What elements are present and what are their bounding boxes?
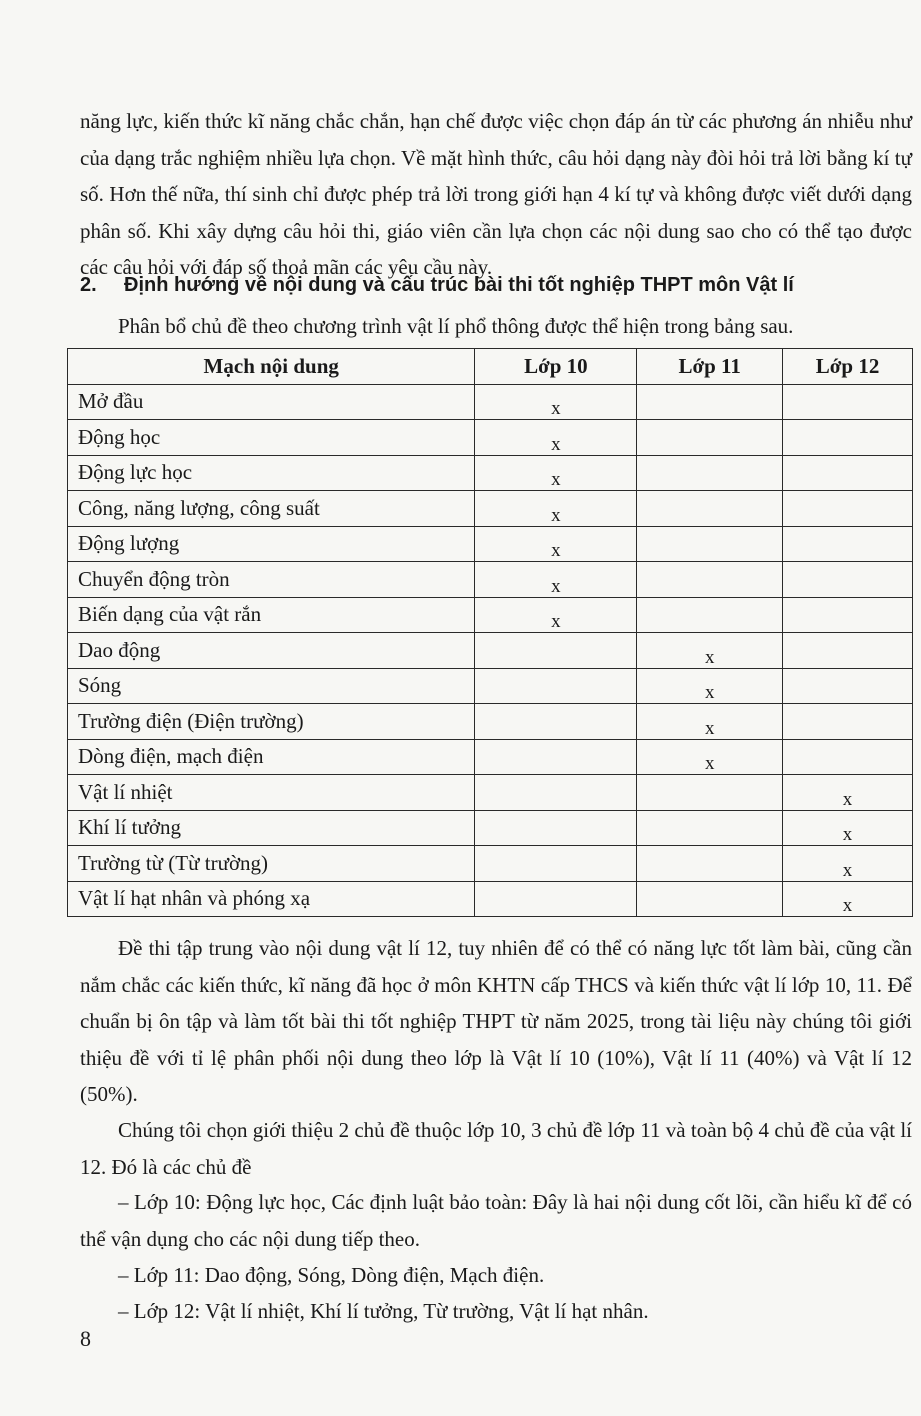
table-row bbox=[68, 704, 913, 740]
header-grade-12: Lớp 12 bbox=[783, 349, 913, 385]
header-topic: Mạch nội dung bbox=[68, 349, 475, 385]
table-row bbox=[68, 420, 913, 456]
body-paragraph-4: – Lớp 11: Dao động, Sóng, Dòng điện, Mạch điện. bbox=[118, 1263, 545, 1287]
header-grade-10: Lớp 10 bbox=[475, 349, 637, 385]
table-row bbox=[68, 455, 913, 491]
grade-12-cell bbox=[783, 384, 913, 420]
topic-cell: Vật lí hạt nhân và phóng xạ bbox=[68, 881, 475, 917]
grade-10-cell bbox=[475, 739, 637, 775]
topic-cell: Mở đầu bbox=[68, 384, 475, 420]
grade-10-cell bbox=[475, 775, 637, 811]
grade-11-cell: x bbox=[637, 739, 783, 775]
grade-10-cell: x bbox=[475, 526, 637, 562]
table-row bbox=[68, 668, 913, 704]
grade-10-cell: x bbox=[475, 491, 637, 527]
grade-10-cell: x bbox=[475, 384, 637, 420]
grade-10-cell bbox=[475, 881, 637, 917]
grade-10-cell bbox=[475, 846, 637, 882]
topic-cell: Trường điện (Điện trường) bbox=[68, 704, 475, 740]
table-row bbox=[68, 775, 913, 811]
grade-11-cell bbox=[637, 775, 783, 811]
topic-cell: Biến dạng của vật rắn bbox=[68, 597, 475, 633]
grade-12-cell bbox=[783, 668, 913, 704]
grade-10-cell: x bbox=[475, 420, 637, 456]
body-paragraph-1: Đề thi tập trung vào nội dung vật lí 12, tuy nhiên để có thể có năng lực tốt làm bài, cũng cần nắm chắc các kiến thức, kĩ năng đã học ở môn KHTN cấp THCS và kiến thức vật lí lớp 10, 11. Để chuẩn bị ôn tập và làm tốt bài thi tốt nghiệp THPT từ năm 2025, trong tài liệu này chúng tôi giới thiệu đề với tỉ lệ phân phối nội dung theo lớp là Vật lí 10 (10%), Vật lí 11 (40%) và Vật lí 12 (50%). bbox=[80, 936, 912, 1106]
grade-12-cell bbox=[783, 491, 913, 527]
grade-11-cell: x bbox=[637, 704, 783, 740]
grade-12-cell bbox=[783, 455, 913, 491]
grade-11-cell bbox=[637, 810, 783, 846]
grade-12-cell bbox=[783, 562, 913, 598]
topic-cell: Sóng bbox=[68, 668, 475, 704]
grade-10-cell: x bbox=[475, 562, 637, 598]
grade-12-cell bbox=[783, 633, 913, 669]
grade-12-cell: x bbox=[783, 810, 913, 846]
section-title: Định hướng về nội dung và cấu trúc bài thi tốt nghiệp THPT môn Vật lí bbox=[124, 274, 794, 296]
grade-12-cell bbox=[783, 526, 913, 562]
table-row bbox=[68, 846, 913, 882]
grade-11-cell bbox=[637, 526, 783, 562]
grade-12-cell: x bbox=[783, 775, 913, 811]
table-row bbox=[68, 384, 913, 420]
grade-12-cell bbox=[783, 420, 913, 456]
section-number: 2. bbox=[80, 274, 97, 296]
grade-10-cell: x bbox=[475, 597, 637, 633]
table-row bbox=[68, 810, 913, 846]
table-caption: Phân bổ chủ đề theo chương trình vật lí phổ thông được thể hiện trong bảng sau. bbox=[118, 314, 794, 338]
topic-cell: Chuyển động tròn bbox=[68, 562, 475, 598]
grade-11-cell: x bbox=[637, 668, 783, 704]
body-paragraph-3: – Lớp 10: Động lực học, Các định luật bảo toàn: Đây là hai nội dung cốt lõi, cần hiểu kĩ để có thể vận dụng cho các nội dung tiếp theo. bbox=[80, 1190, 912, 1251]
grade-12-cell bbox=[783, 704, 913, 740]
grade-10-cell bbox=[475, 633, 637, 669]
grade-10-cell bbox=[475, 704, 637, 740]
grade-11-cell: x bbox=[637, 633, 783, 669]
table-row bbox=[68, 739, 913, 775]
topic-cell: Động lượng bbox=[68, 526, 475, 562]
topic-cell: Động lực học bbox=[68, 455, 475, 491]
topic-cell: Khí lí tưởng bbox=[68, 810, 475, 846]
grade-11-cell bbox=[637, 420, 783, 456]
grade-12-cell: x bbox=[783, 881, 913, 917]
grade-10-cell: x bbox=[475, 455, 637, 491]
table-row bbox=[68, 881, 913, 917]
intro-paragraph: năng lực, kiến thức kĩ năng chắc chắn, hạn chế được việc chọn đáp án từ các phương án nhiễu như của dạng trắc nghiệm nhiều lựa chọn. Về mặt hình thức, câu hỏi dạng này đòi hỏi trả lời bằng kí tự số. Hơn thế nữa, thí sinh chỉ được phép trả lời trong giới hạn 4 kí tự và không được viết dưới dạng phân số. Khi xây dựng câu hỏi thi, giáo viên cần lựa chọn các nội dung sao cho có thể tạo được các câu hỏi với đáp số thoả mãn các yêu cầu này. bbox=[80, 109, 912, 279]
body-paragraph-5: – Lớp 12: Vật lí nhiệt, Khí lí tưởng, Từ trường, Vật lí hạt nhân. bbox=[118, 1299, 649, 1323]
grade-10-cell bbox=[475, 668, 637, 704]
grade-10-cell bbox=[475, 810, 637, 846]
grade-11-cell bbox=[637, 455, 783, 491]
header-grade-11: Lớp 11 bbox=[637, 349, 783, 385]
topic-cell: Dao động bbox=[68, 633, 475, 669]
grade-12-cell bbox=[783, 739, 913, 775]
table-header-row bbox=[68, 349, 913, 385]
grade-12-cell: x bbox=[783, 846, 913, 882]
grade-11-cell bbox=[637, 384, 783, 420]
topic-distribution-table bbox=[67, 348, 913, 917]
topic-cell: Trường từ (Từ trường) bbox=[68, 846, 475, 882]
table-row bbox=[68, 597, 913, 633]
grade-11-cell bbox=[637, 597, 783, 633]
topic-cell: Vật lí nhiệt bbox=[68, 775, 475, 811]
page-number: 8 bbox=[80, 1326, 91, 1351]
topic-cell: Động học bbox=[68, 420, 475, 456]
grade-12-cell bbox=[783, 597, 913, 633]
table-row bbox=[68, 562, 913, 598]
table-row bbox=[68, 526, 913, 562]
grade-11-cell bbox=[637, 846, 783, 882]
grade-11-cell bbox=[637, 562, 783, 598]
grade-11-cell bbox=[637, 491, 783, 527]
section-heading bbox=[80, 270, 912, 300]
body-paragraph-2: Chúng tôi chọn giới thiệu 2 chủ đề thuộc lớp 10, 3 chủ đề lớp 11 và toàn bộ 4 chủ đề của vật lí 12. Đó là các chủ đề bbox=[80, 1118, 912, 1179]
topic-cell: Dòng điện, mạch điện bbox=[68, 739, 475, 775]
table-row bbox=[68, 633, 913, 669]
table-row bbox=[68, 491, 913, 527]
topic-cell: Công, năng lượng, công suất bbox=[68, 491, 475, 527]
grade-11-cell bbox=[637, 881, 783, 917]
